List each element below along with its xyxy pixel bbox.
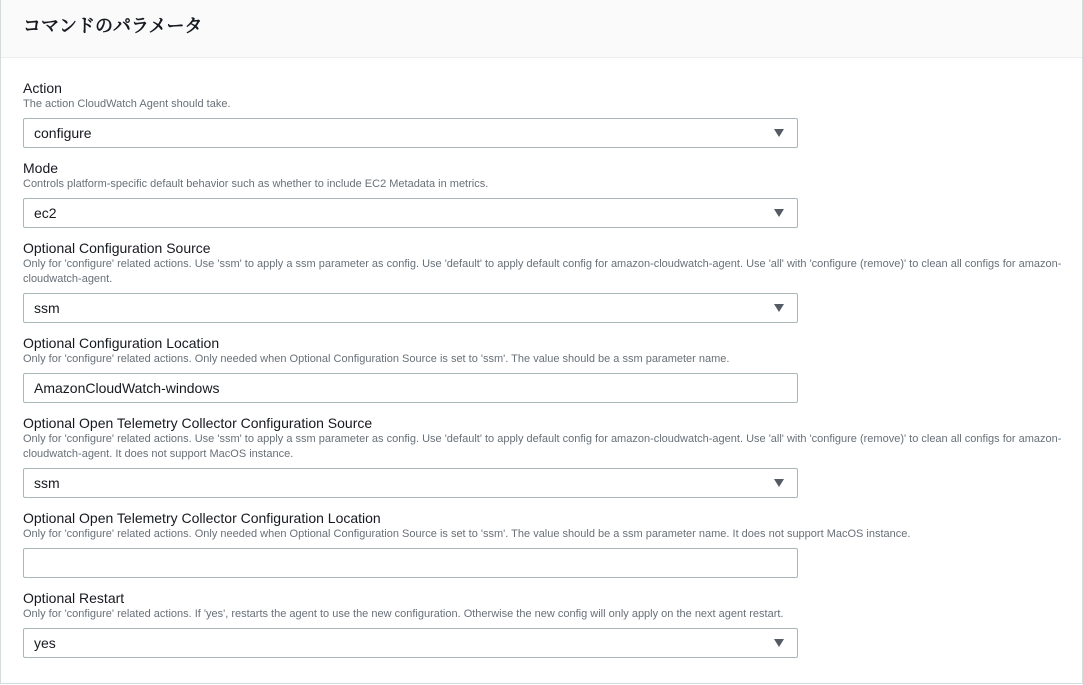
otel-config-location-label: Optional Open Telemetry Collector Configuration Location xyxy=(23,510,381,526)
action-description: The action CloudWatch Agent should take. xyxy=(23,98,231,110)
config-location-field xyxy=(23,335,1063,396)
config-source-field xyxy=(23,240,1063,316)
config-location-description: Only for 'configure' related actions. Only needed when Optional Configuration Source is set to 'ssm'. The value should be a ssm parameter name. xyxy=(23,353,730,365)
caret-down-icon xyxy=(774,129,784,137)
action-label: Action xyxy=(23,80,62,96)
restart-select-value: yes xyxy=(34,635,56,651)
otel-config-source-description: Only for 'configure' related actions. Use 'ssm' to apply a ssm parameter as config. Use 'default' to apply default config for amazon-cloudwatch-agent. Use 'all' with 'configure (remove)' to clean all configs for amazon-cloudwatch-agent. It does not support MacOS instance. xyxy=(23,433,1062,460)
action-select-value: configure xyxy=(34,125,92,141)
panel-header xyxy=(1,0,1082,58)
config-source-select-value: ssm xyxy=(34,300,60,316)
config-location-input[interactable] xyxy=(23,373,798,403)
mode-field xyxy=(23,160,1063,221)
mode-select[interactable] xyxy=(23,198,798,228)
otel-config-source-field xyxy=(23,415,1063,491)
otel-config-source-select[interactable] xyxy=(23,468,798,498)
mode-description: Controls platform-specific default behavior such as whether to include EC2 Metadata in metrics. xyxy=(23,178,489,190)
mode-label: Mode xyxy=(23,160,59,176)
mode-select-value: ec2 xyxy=(34,205,57,221)
otel-config-location-description: Only for 'configure' related actions. Only needed when Optional Configuration Source is set to 'ssm'. The value should be a ssm parameter name. It does not support MacOS instance. xyxy=(23,528,911,540)
otel-config-location-input[interactable] xyxy=(23,548,798,578)
caret-down-icon xyxy=(774,639,784,647)
action-field xyxy=(23,80,1063,141)
restart-description: Only for 'configure' related actions. If 'yes', restarts the agent to use the new configuration. Otherwise the new config will only apply on the next agent restart. xyxy=(23,608,784,620)
otel-config-source-select-value: ssm xyxy=(34,475,60,491)
config-location-input-value: AmazonCloudWatch-windows xyxy=(34,380,220,396)
config-source-select[interactable] xyxy=(23,293,798,323)
config-source-label: Optional Configuration Source xyxy=(23,240,211,256)
caret-down-icon xyxy=(774,304,784,312)
action-select[interactable] xyxy=(23,118,798,148)
restart-field xyxy=(23,590,1063,651)
config-location-label: Optional Configuration Location xyxy=(23,335,220,351)
caret-down-icon xyxy=(774,479,784,487)
restart-select[interactable] xyxy=(23,628,798,658)
config-source-description: Only for 'configure' related actions. Use 'ssm' to apply a ssm parameter as config. Use 'default' to apply default config for amazon-cloudwatch-agent. Use 'all' with 'configure (remove)' to clean all configs for amazon-cloudwatch-agent. xyxy=(23,258,1062,285)
panel-title: コマンドのパラメータ xyxy=(23,16,203,37)
caret-down-icon xyxy=(774,209,784,217)
otel-config-location-field xyxy=(23,510,1063,542)
restart-label: Optional Restart xyxy=(23,590,125,606)
otel-config-source-label: Optional Open Telemetry Collector Configuration Source xyxy=(23,415,373,431)
